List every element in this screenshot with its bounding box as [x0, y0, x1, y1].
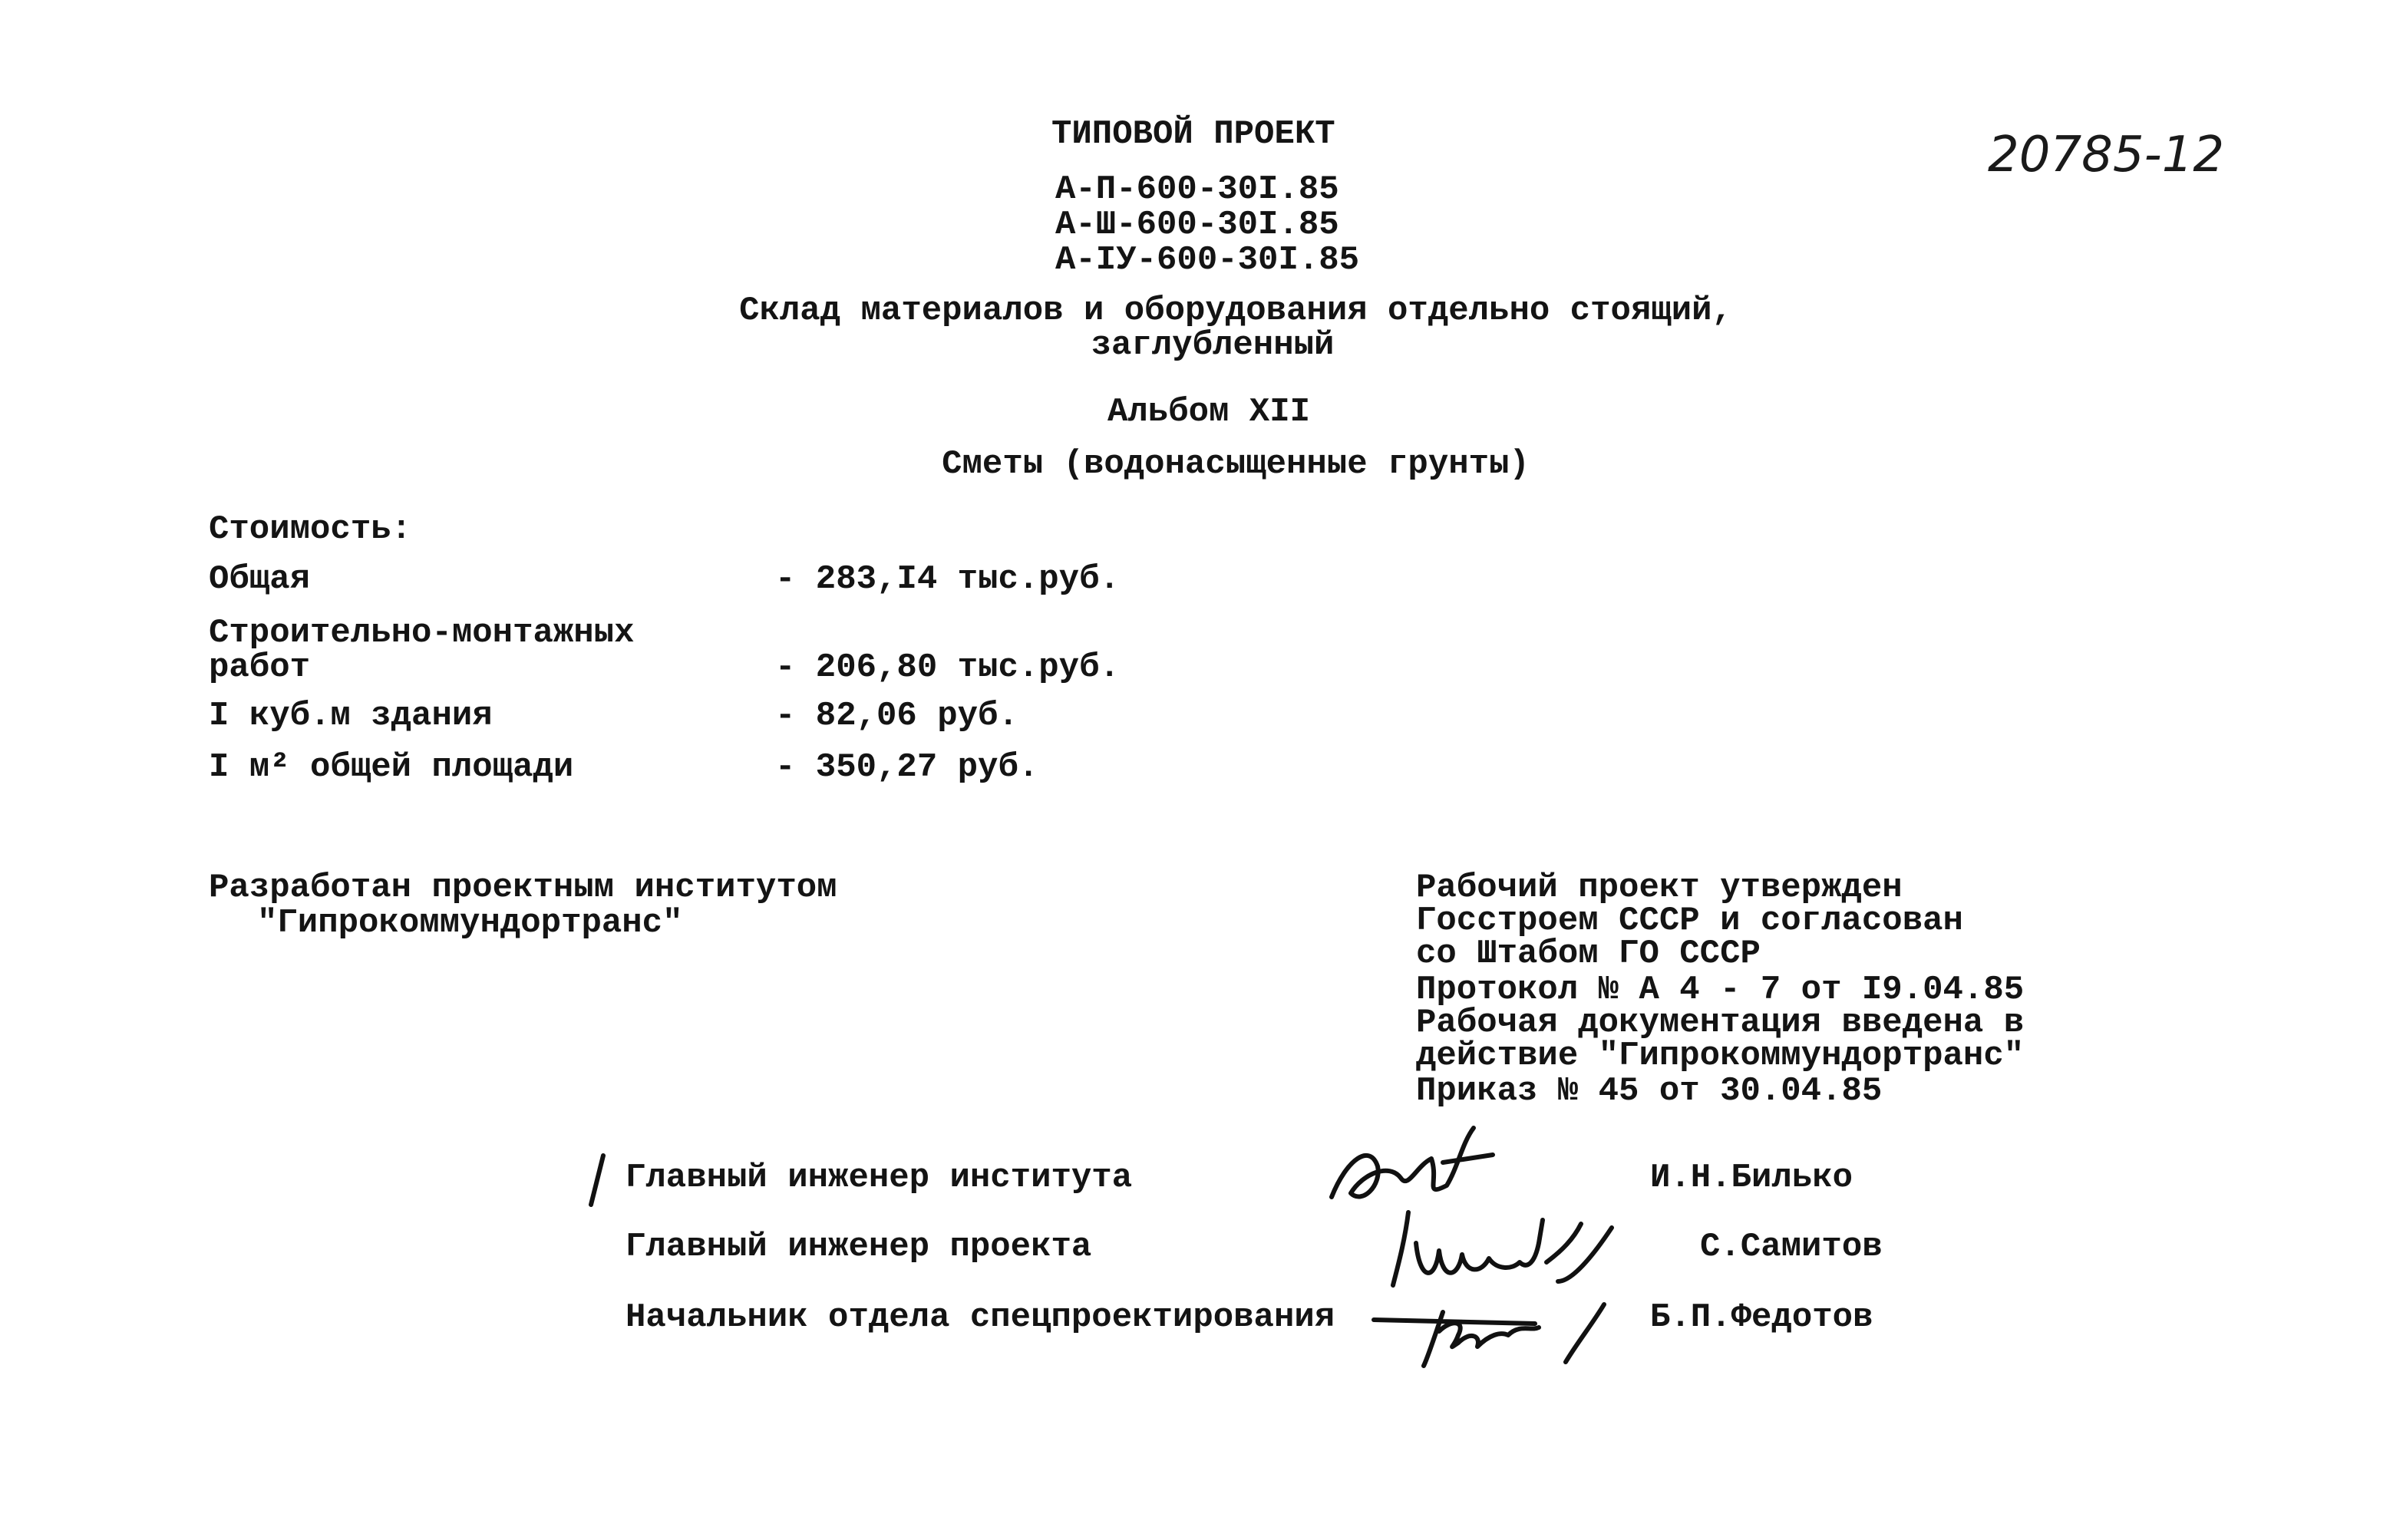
handwritten-signature-2 — [1381, 1197, 1642, 1297]
developer-line-1: Разработан проектным институтом — [209, 869, 837, 907]
handwritten-signature-3 — [1374, 1289, 1665, 1373]
cost-value-construction: - 206,80 тыс.руб. — [775, 648, 1120, 687]
cost-value-per-cubic: - 82,06 руб. — [775, 697, 1018, 735]
document-number: 20785-12 — [1988, 127, 2225, 183]
developer-line-2: "Гипрокоммундортранс" — [257, 904, 683, 942]
approval-line-5: Рабочая документация введена в — [1416, 1004, 2025, 1042]
signature-name-3: Б.П.Федотов — [1650, 1298, 1873, 1337]
approval-line-3: со Штабом ГО СССР — [1416, 935, 1761, 973]
album-subtitle: Сметы (водонасыщенные грунты) — [942, 445, 1530, 483]
approval-line-6: действие "Гипрокоммундортранс" — [1416, 1037, 2025, 1075]
project-type-title: ТИПОВОЙ ПРОЕКТ — [1051, 115, 1335, 153]
margin-tick-mark — [582, 1151, 612, 1212]
signature-role-2: Главный инженер проекта — [626, 1228, 1092, 1266]
project-code-2: А-Ш-600-30I.85 — [1055, 206, 1339, 244]
signature-name-2: С.Самитов — [1700, 1228, 1883, 1266]
cost-label-total: Общая — [209, 560, 311, 599]
approval-line-7: Приказ № 45 от 30.04.85 — [1416, 1072, 1883, 1110]
project-code-1: А-П-600-30I.85 — [1055, 170, 1339, 209]
album-title: Альбом XII — [1107, 393, 1311, 431]
approval-line-1: Рабочий проект утвержден — [1416, 869, 1903, 907]
subject-line-1: Склад материалов и оборудования отдельно стоящий, — [739, 292, 1732, 330]
project-code-3: А-IУ-600-30I.85 — [1055, 241, 1360, 279]
cost-value-total: - 283,I4 тыс.руб. — [775, 560, 1120, 599]
approval-line-4: Протокол № А 4 - 7 от I9.04.85 — [1416, 971, 2025, 1009]
cost-label-per-area: I м² общей площади — [209, 748, 574, 786]
cost-label-construction-2: работ — [209, 648, 311, 687]
cost-label-construction: Строительно-монтажных — [209, 614, 635, 652]
cost-heading: Стоимость: — [209, 510, 412, 549]
cost-value-per-area: - 350,27 руб. — [775, 748, 1039, 786]
signature-role-3: Начальник отдела спецпроектирования — [626, 1298, 1335, 1337]
approval-line-2: Госстроем СССР и согласован — [1416, 902, 1963, 940]
signature-role-1: Главный инженер института — [626, 1159, 1133, 1197]
subject-line-2: заглубленный — [1091, 326, 1335, 364]
cost-label-per-cubic: I куб.м здания — [209, 697, 493, 735]
signature-name-1: И.Н.Билько — [1650, 1159, 1853, 1197]
